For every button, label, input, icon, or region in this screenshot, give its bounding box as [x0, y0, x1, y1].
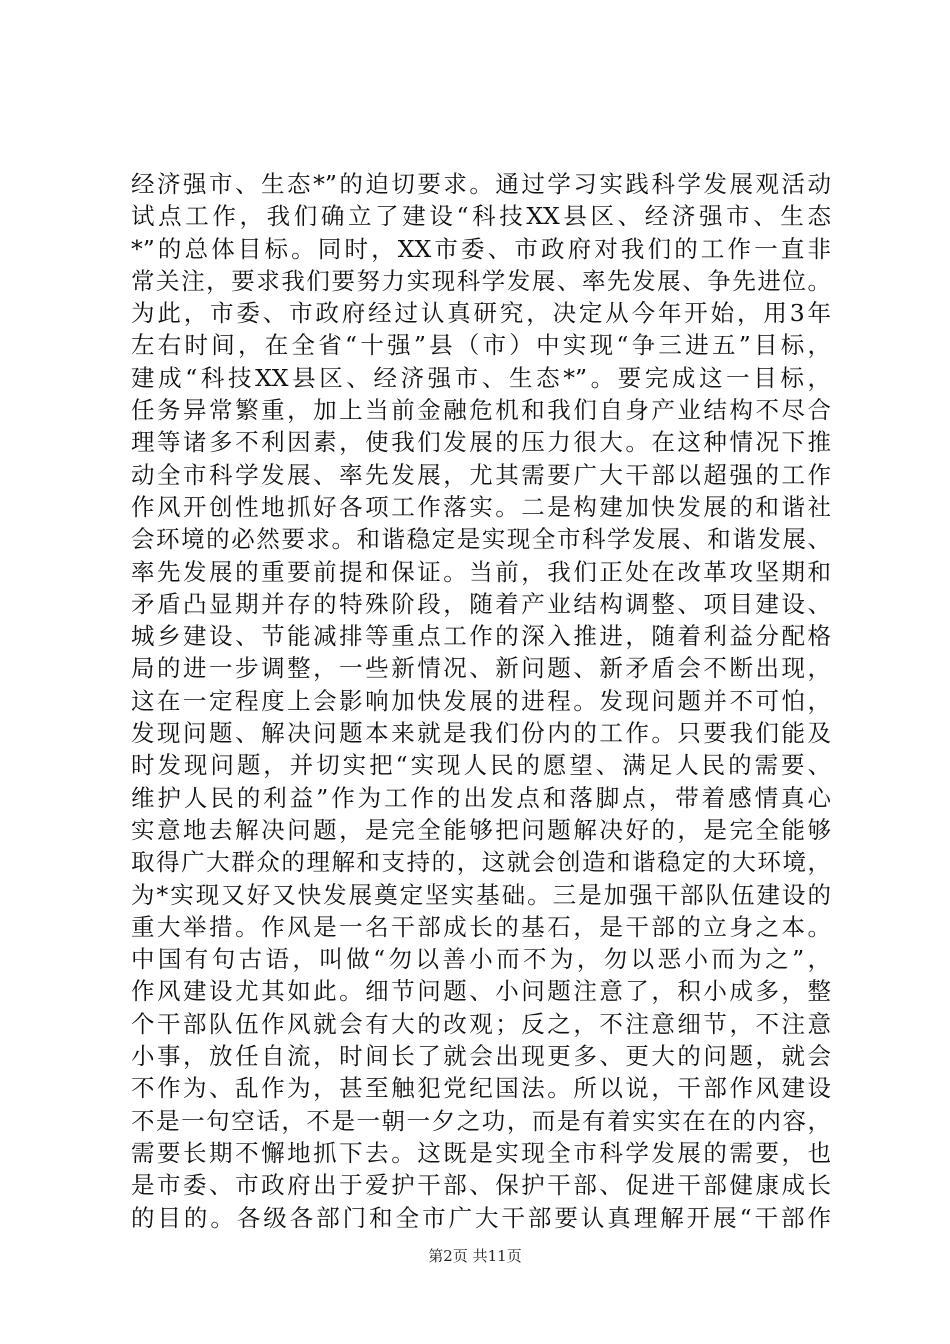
text-line: *”的总体目标。同时，XX市委、市政府对我们的工作一直非 [131, 234, 831, 263]
text-line: 维护人民的利益”作为工作的出发点和落脚点，带着感情真心 [131, 783, 831, 812]
text-line: 任务异常繁重，加上当前金融危机和我们自身产业结构不尽合 [131, 396, 831, 425]
text-line: 实意地去解决问题，是完全能够把问题解决好的，是完全能够 [131, 815, 831, 844]
text-line: 不是一句空话，不是一朝一夕之功，而是有着实实在在的内容， [131, 1106, 831, 1135]
text-line: 的目的。各级各部门和全市广大干部要认真理解开展“干部作 [131, 1203, 831, 1232]
text-line: 作风开创性地抓好各项工作落实。二是构建加快发展的和谐社 [131, 492, 831, 521]
text-line: 局的进一步调整，一些新情况、新问题、新矛盾会不断出现， [131, 654, 831, 683]
text-line: 不作为、乱作为，甚至触犯党纪国法。所以说，干部作风建设 [131, 1074, 831, 1103]
text-line: 重大举措。作风是一名干部成长的基石，是干部的立身之本。 [131, 912, 831, 941]
text-line: 中国有句古语，叫做“勿以善小而不为，勿以恶小而为之”， [131, 945, 831, 974]
text-line: 为*实现又好又快发展奠定坚实基础。三是加强干部队伍建设的 [131, 880, 831, 909]
page-footer: 第2页 共11页 [428, 1247, 522, 1265]
text-line: 取得广大群众的理解和支持的，这就会创造和谐稳定的大环境， [131, 848, 831, 877]
text-line: 矛盾凸显期并存的特殊阶段，随着产业结构调整、项目建设、 [131, 589, 831, 618]
text-line: 常关注，要求我们要努力实现科学发展、率先发展、争先进位。 [131, 266, 831, 295]
text-line: 试点工作，我们确立了建设“科技XX县区、经济强市、生态 [131, 202, 831, 231]
body-text [131, 168, 831, 1234]
text-line: 动全市科学发展、率先发展，尤其需要广大干部以超强的工作 [131, 460, 831, 489]
text-line: 会环境的必然要求。和谐稳定是实现全市科学发展、和谐发展、 [131, 525, 831, 554]
text-line: 为此，市委、市政府经过认真研究，决定从今年开始，用3年 [131, 299, 831, 328]
text-line: 发现问题、解决问题本来就是我们份内的工作。只要我们能及 [131, 719, 831, 748]
text-line: 需要长期不懈地抓下去。这既是实现全市科学发展的需要，也 [131, 1138, 831, 1167]
text-line: 个干部队伍作风就会有大的改观；反之，不注意细节，不注意 [131, 1009, 831, 1038]
text-line: 这在一定程度上会影响加快发展的进程。发现问题并不可怕， [131, 686, 831, 715]
text-line: 作风建设尤其如此。细节问题、小问题注意了，积小成多，整 [131, 977, 831, 1006]
text-line: 城乡建设、节能减排等重点工作的深入推进，随着利益分配格 [131, 622, 831, 651]
text-line: 左右时间，在全省“十强”县（市）中实现“争三进五”目标， [131, 331, 831, 360]
text-line: 建成“科技XX县区、经济强市、生态*”。要完成这一目标， [131, 363, 831, 392]
text-line: 小事，放任自流，时间长了就会出现更多、更大的问题，就会 [131, 1042, 831, 1071]
text-line: 率先发展的重要前提和保证。当前，我们正处在改革攻坚期和 [131, 557, 831, 586]
text-line: 时发现问题，并切实把“实现人民的愿望、满足人民的需要、 [131, 751, 831, 780]
text-line: 理等诸多不利因素，使我们发展的压力很大。在这种情况下推 [131, 428, 831, 457]
text-line: 是市委、市政府出于爱护干部、保护干部、促进干部健康成长 [131, 1171, 831, 1200]
text-line: 经济强市、生态*”的迫切要求。通过学习实践科学发展观活动 [131, 170, 831, 198]
